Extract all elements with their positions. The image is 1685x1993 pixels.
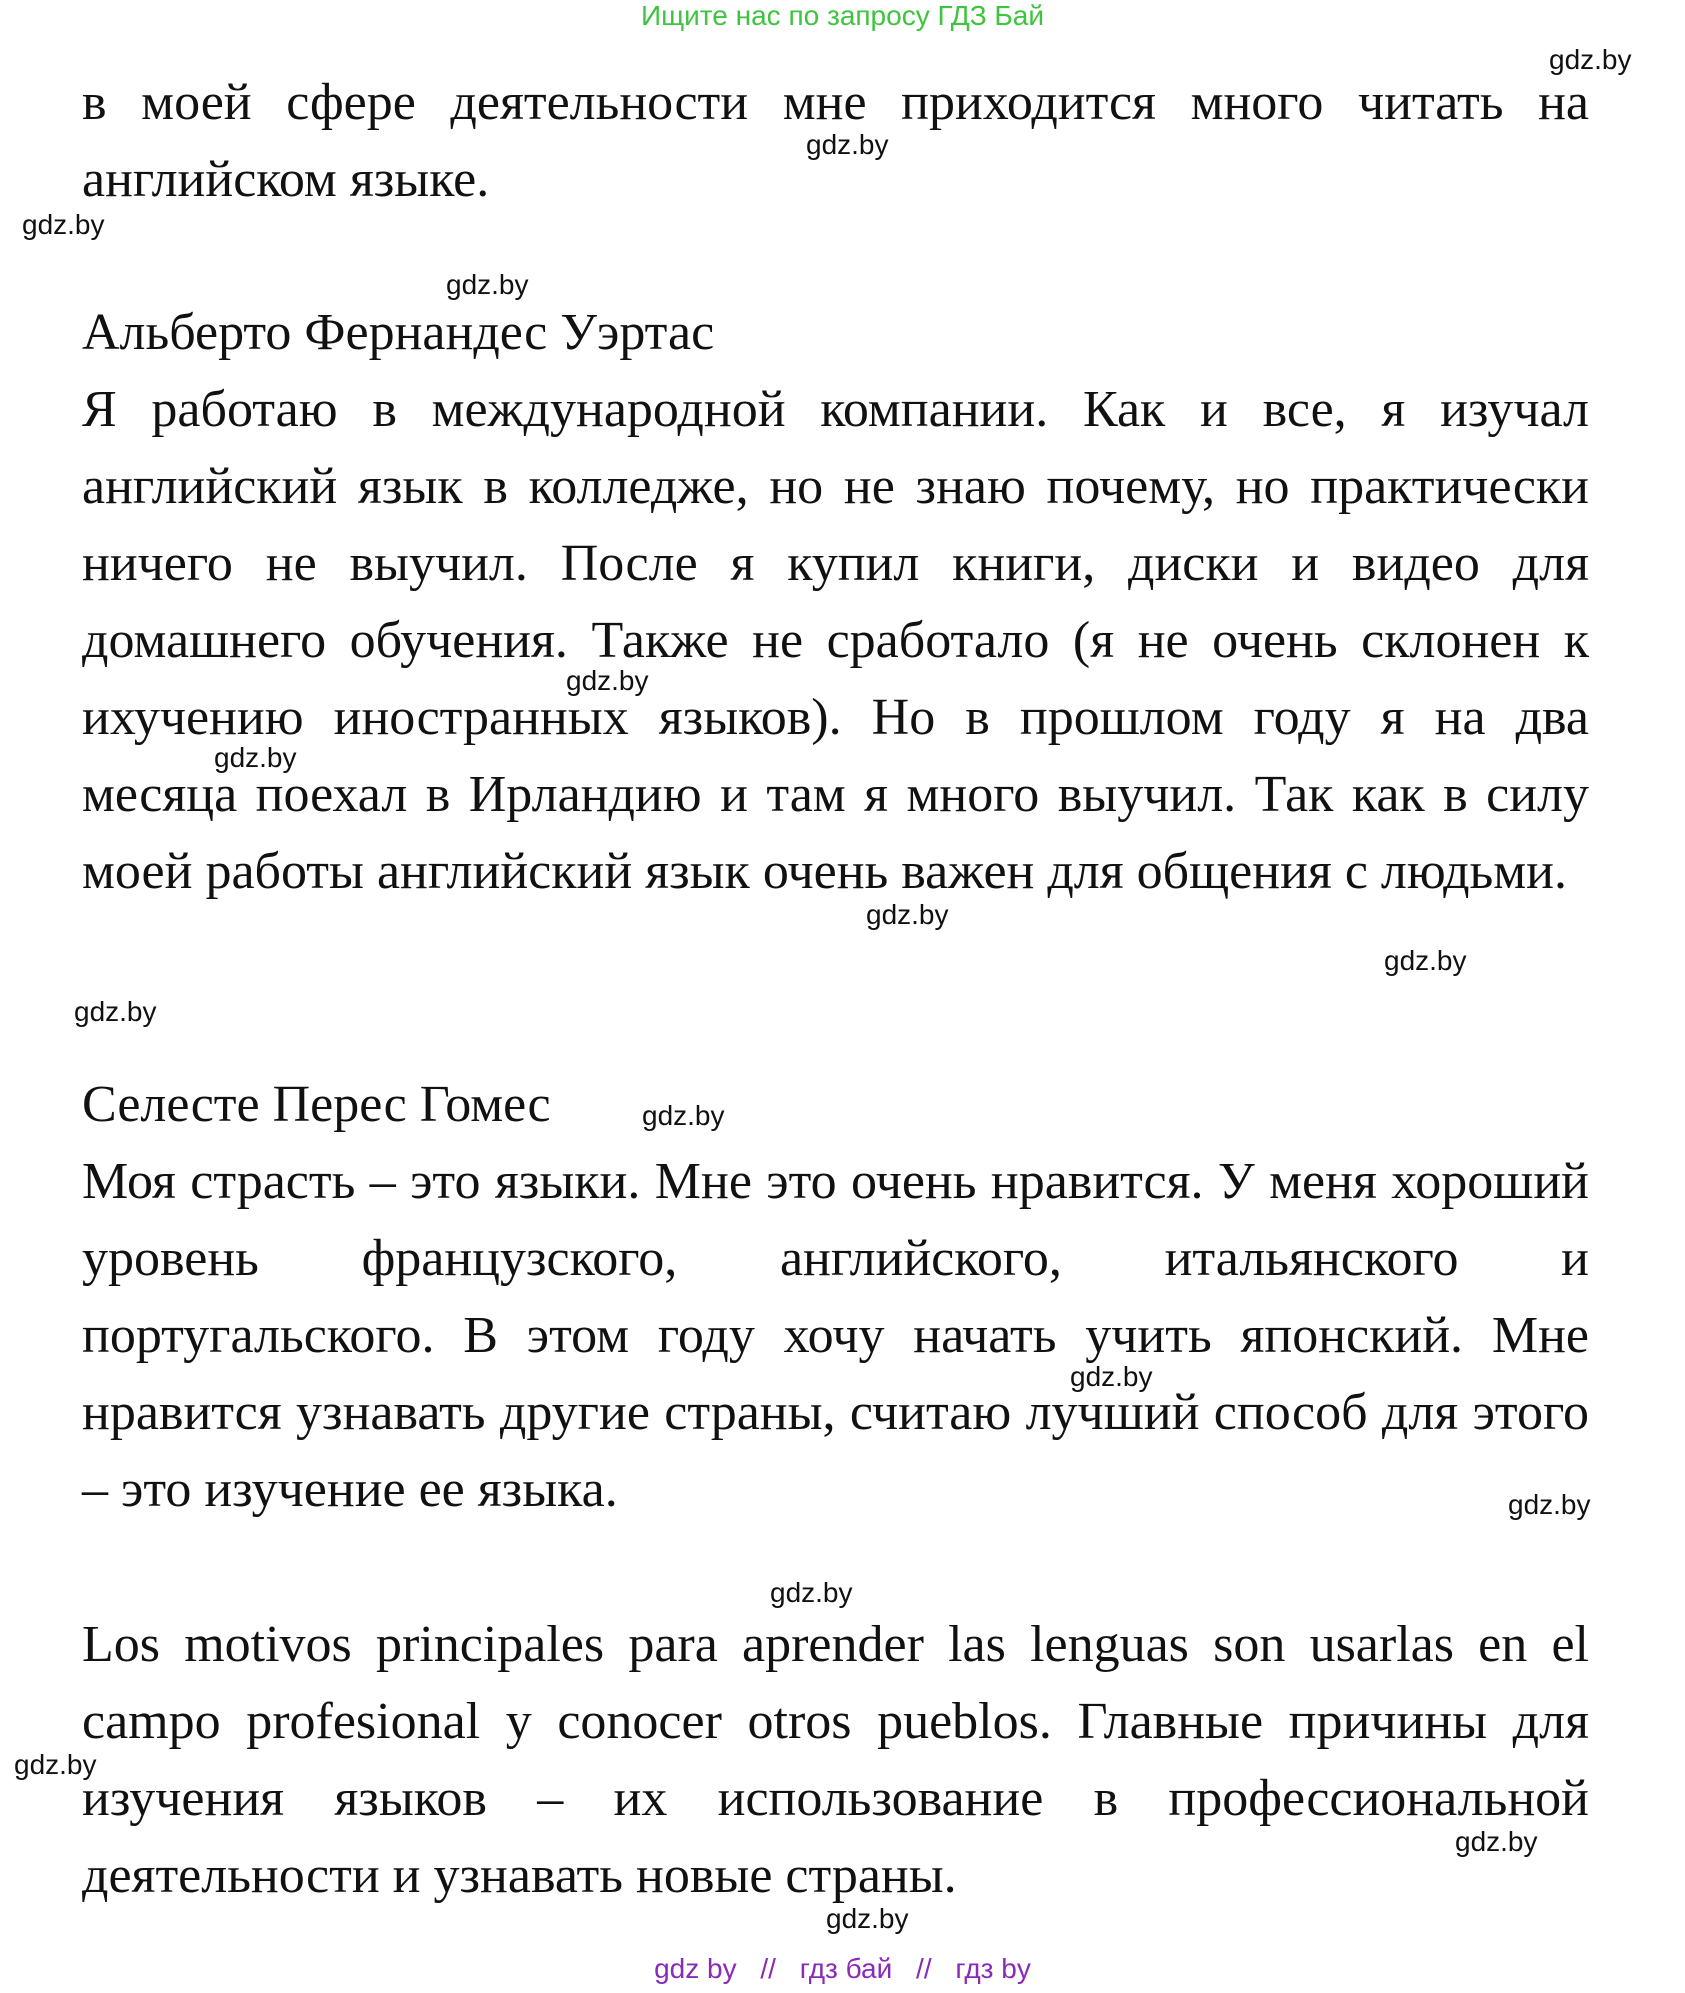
- celeste-name-heading: Селесте Перес Гомес: [82, 1076, 551, 1133]
- alberto-name-heading: Альберто Фернандес Уэртас: [82, 304, 715, 361]
- watermark: gdz.by: [1384, 945, 1467, 976]
- footer-links: [0, 1953, 1685, 1985]
- watermark: gdz.by: [74, 996, 157, 1027]
- watermark: gdz.by: [1508, 1489, 1591, 1520]
- footer-separator: //: [760, 1953, 776, 1984]
- summary-paragraph: Los motivos principales para aprender las lenguas son usarlas en el campo profesional y conocer otros pueblos. Главные причины для изучения языков – их использование в профессиональной деятельности и узнавать новые страны.: [82, 1616, 1589, 1904]
- watermark: gdz.by: [22, 209, 105, 240]
- search-banner: Ищите нас по запросу ГДЗ Бай: [640, 0, 1045, 31]
- watermark: gdz.by: [806, 129, 889, 160]
- watermark: gdz.by: [1549, 44, 1632, 75]
- watermark: gdz.by: [642, 1100, 725, 1131]
- footer-link-gdz-by[interactable]: gdz by: [654, 1953, 737, 1984]
- watermark: gdz.by: [826, 1903, 909, 1934]
- intro-paragraph-end: в моей сфере деятельности мне приходится много читать на английском языке.: [82, 74, 1589, 208]
- footer-link-gdz-bai[interactable]: гдз бай: [799, 1953, 893, 1984]
- alberto-paragraph: Я работаю в международной компании. Как и все, я изучал английский язык в колледже, но не знаю почему, но практически ничего не выучил. После я купил книги, диски и видео для домашнего обучения. Также не сработало (я не очень склонен к ихучению иностранных языков). Но в прошлом году я на два месяца поехал в Ирландию и там я много выучил. Так как в силу моей работы английский язык очень важен для общения с людьми.: [82, 381, 1589, 900]
- celeste-paragraph: Моя страсть – это языки. Мне это очень нравится. У меня хороший уровень французского, английского, итальянского и португальского. В этом году хочу начать учить японский. Мне нравится узнавать другие страны, считаю лучший способ для этого – это изучение ее языка.: [82, 1153, 1589, 1518]
- watermark: gdz.by: [14, 1749, 97, 1780]
- footer-link-gdz-by-cyr[interactable]: гдз by: [955, 1953, 1031, 1984]
- watermark: gdz.by: [866, 899, 949, 930]
- watermark: gdz.by: [1455, 1826, 1538, 1857]
- watermark: gdz.by: [1070, 1361, 1153, 1392]
- watermark: gdz.by: [446, 269, 529, 300]
- footer-separator: //: [916, 1953, 932, 1984]
- watermark: gdz.by: [770, 1577, 853, 1608]
- watermark: gdz.by: [214, 742, 297, 773]
- watermark: gdz.by: [566, 665, 649, 696]
